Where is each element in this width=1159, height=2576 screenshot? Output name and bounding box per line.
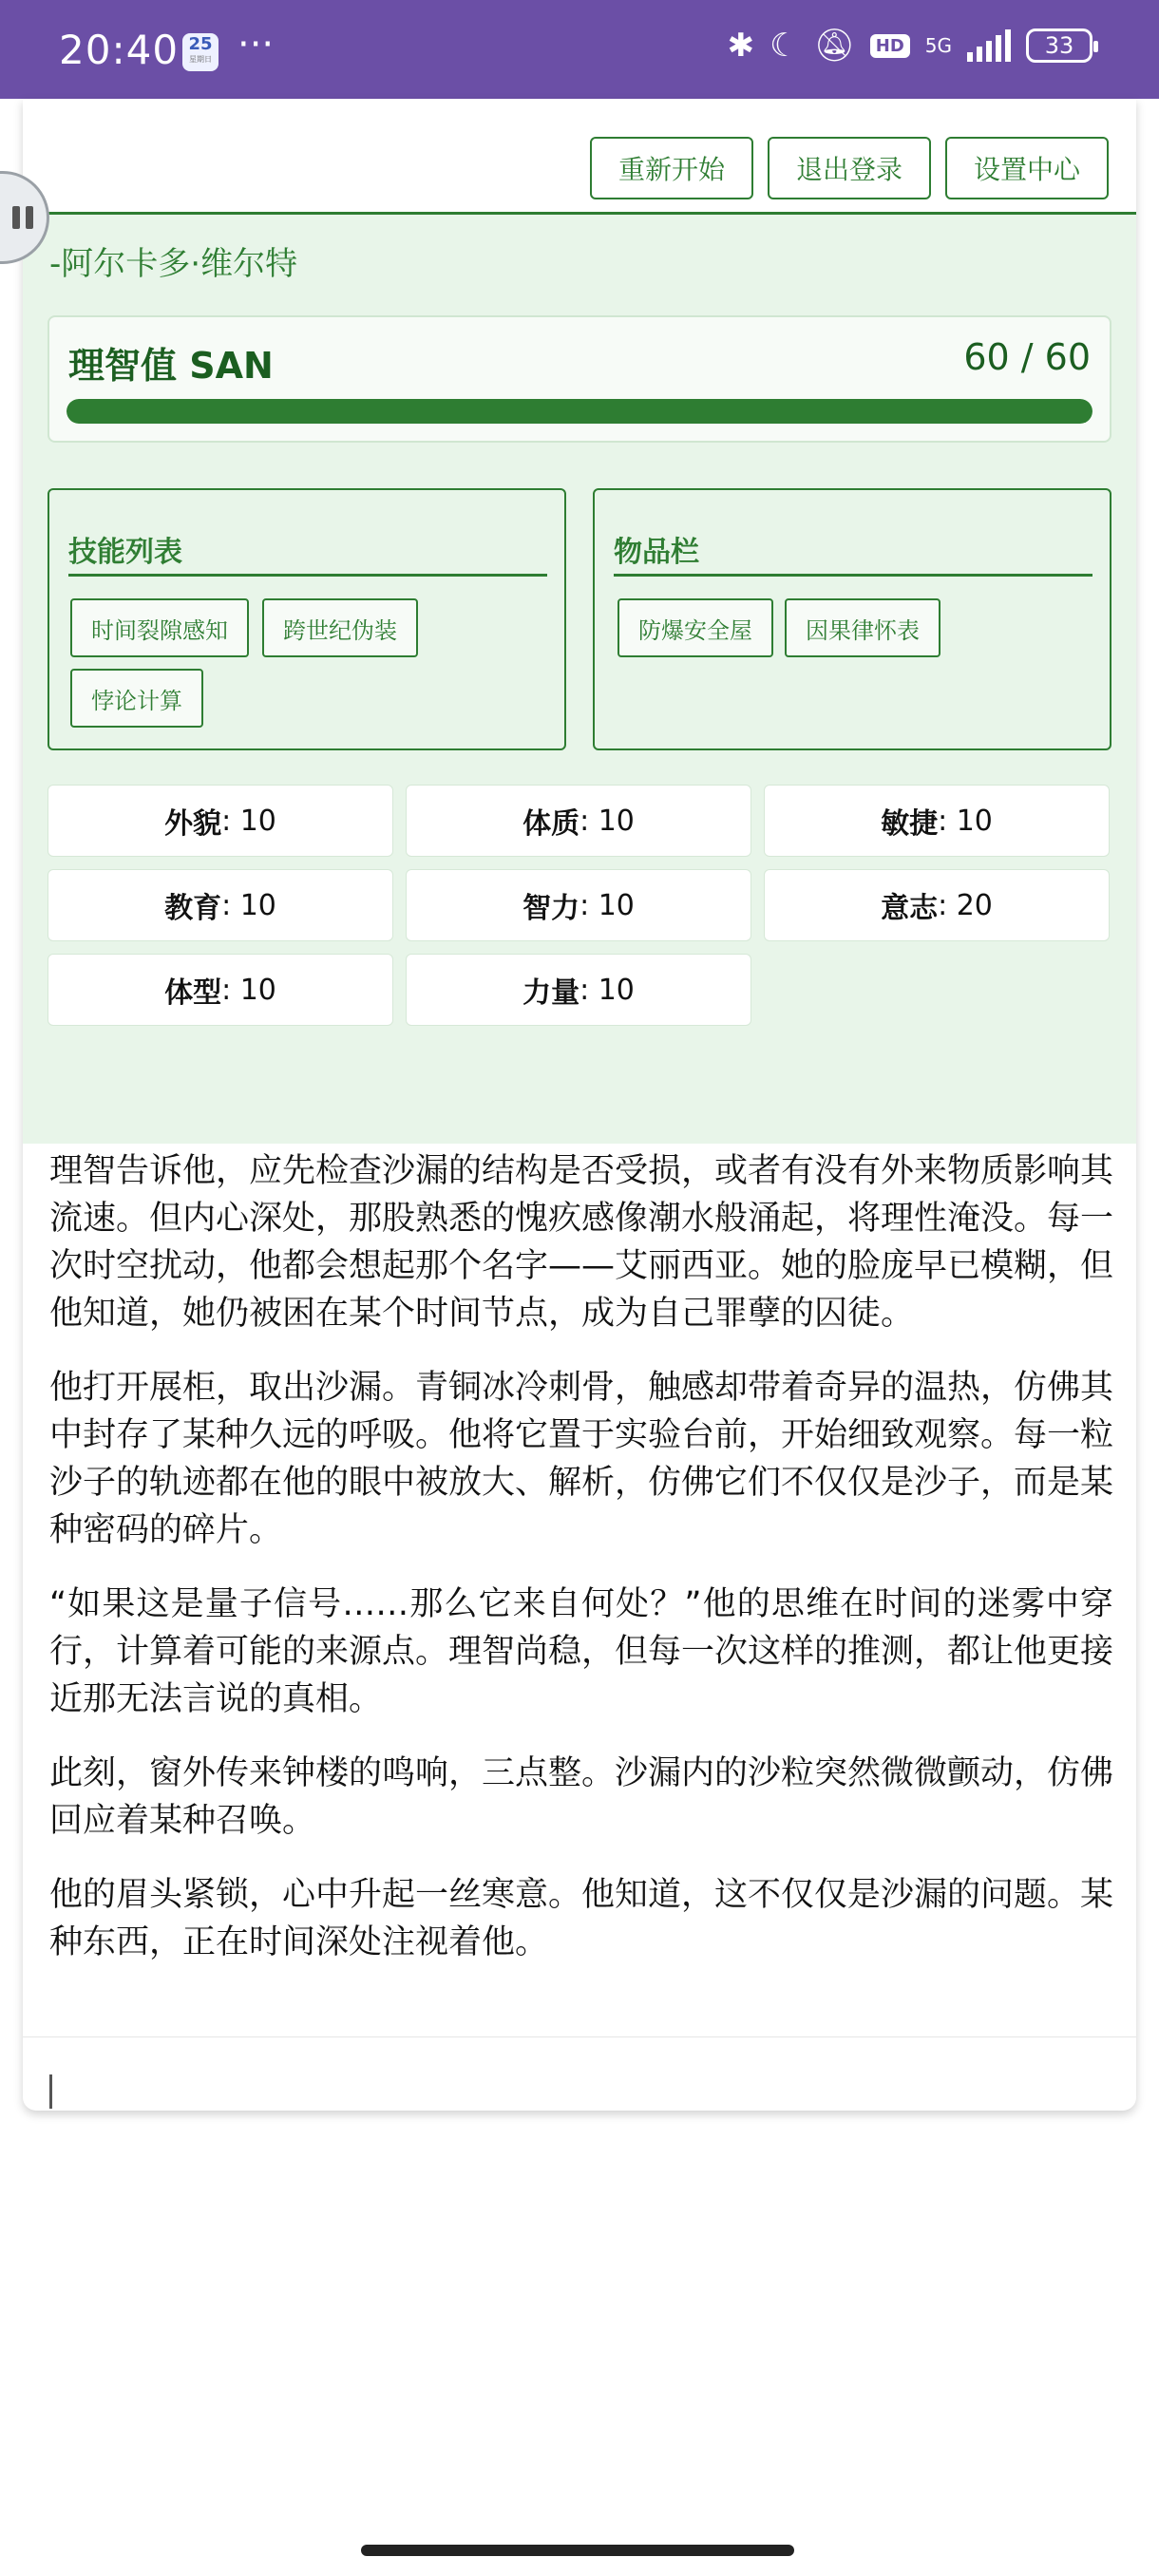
logout-button[interactable]: 退出登录 <box>768 137 931 199</box>
hd-badge: HD <box>870 34 910 58</box>
inventory-divider <box>614 574 1092 577</box>
skill-chip[interactable]: 悖论计算 <box>70 669 203 728</box>
status-icons <box>728 27 1092 65</box>
san-meter <box>48 315 1112 443</box>
mute-bell-icon: 🔕︎ <box>813 27 855 65</box>
moon-icon: ☾ <box>770 27 799 65</box>
story-text <box>49 1147 1113 1993</box>
calendar-icon: 25 星期日 <box>182 33 218 71</box>
inventory-box <box>593 488 1112 750</box>
skills-box <box>48 488 566 750</box>
toolbar <box>23 99 1136 215</box>
stat-education: 教育 : 10 <box>48 869 393 941</box>
character-panel <box>23 215 1136 1144</box>
story-paragraph: 他的眉头紧锁，心中升起一丝寒意。他知道，这不仅仅是沙漏的问题。某种东西，正在时间深处注视着他。 <box>49 1876 1114 1961</box>
san-progress-track <box>66 399 1092 424</box>
story-paragraph: 此刻，窗外传来钟楼的鸣响，三点整。沙漏内的沙粒突然微微颤动，仿佛回应着某种召唤。 <box>49 1754 1114 1840</box>
stat-appearance: 外貌 : 10 <box>48 785 393 857</box>
story-paragraph: “如果这是量子信号……那么它来自何处？”他的思维在时间的迷雾中穿行，计算着可能的来源点。理智尚稳，但每一次这样的推测，都让他更接近那无法言说的真相。 <box>49 1585 1114 1718</box>
character-name: -阿尔卡多·维尔特 <box>49 245 298 283</box>
story-paragraph: 他打开展柜，取出沙漏。青铜冰冷刺骨，触感却带着奇异的温热，仿佛其中封存了某种久远的呼吸。他将它置于实验台前，开始细致观察。每一粒沙子的轨迹都在他的眼中被放大、解析，仿佛它们不仅仅是沙子，而是某种密码的碎片。 <box>49 1369 1114 1549</box>
inventory-chip[interactable]: 因果律怀表 <box>785 598 940 657</box>
more-notifications-icon: ··· <box>238 23 275 66</box>
restart-button[interactable]: 重新开始 <box>590 137 753 199</box>
inventory-title: 物品栏 <box>614 536 699 569</box>
bluetooth-icon: ✱ <box>727 27 755 65</box>
signal-icon <box>967 29 1011 62</box>
network-label: 5G <box>924 34 952 57</box>
stat-dexterity: 敏捷 : 10 <box>764 785 1110 857</box>
stat-willpower: 意志 : 20 <box>764 869 1110 941</box>
home-gesture-bar[interactable] <box>361 2545 794 2556</box>
stat-strength: 力量 : 10 <box>406 954 751 1026</box>
card-divider <box>23 2036 1136 2037</box>
skills-title: 技能列表 <box>68 536 182 569</box>
san-progress-fill <box>66 399 1092 424</box>
status-bar <box>0 0 1159 99</box>
san-value: 60 / 60 <box>963 336 1091 378</box>
stat-size: 体型 : 10 <box>48 954 393 1026</box>
inventory-chip[interactable]: 防爆安全屋 <box>618 598 773 657</box>
battery-icon: 33 <box>1026 28 1092 63</box>
settings-button[interactable]: 设置中心 <box>945 137 1109 199</box>
story-paragraph: 理智告诉他，应先检查沙漏的结构是否受损，或者有没有外来物质影响其流速。但内心深处，那股熟悉的愧疚感像潮水般涌起，将理性淹没。每一次时空扰动，他都会想起那个名字——艾丽西亚。她的脸庞早已模糊，但他知道，她仍被困在某个时间节点，成为自己罪孽的囚徒。 <box>49 1152 1114 1333</box>
clock: 20:40 <box>59 27 180 73</box>
san-label: 理智值 SAN <box>68 345 274 387</box>
stat-intelligence: 智力 : 10 <box>406 869 751 941</box>
game-card <box>23 99 1136 2111</box>
skills-divider <box>68 574 547 577</box>
skill-chip[interactable]: 时间裂隙感知 <box>70 598 249 657</box>
text-cursor[interactable] <box>49 2074 52 2109</box>
stat-constitution: 体质 : 10 <box>406 785 751 857</box>
skill-chip[interactable]: 跨世纪伪装 <box>262 598 418 657</box>
